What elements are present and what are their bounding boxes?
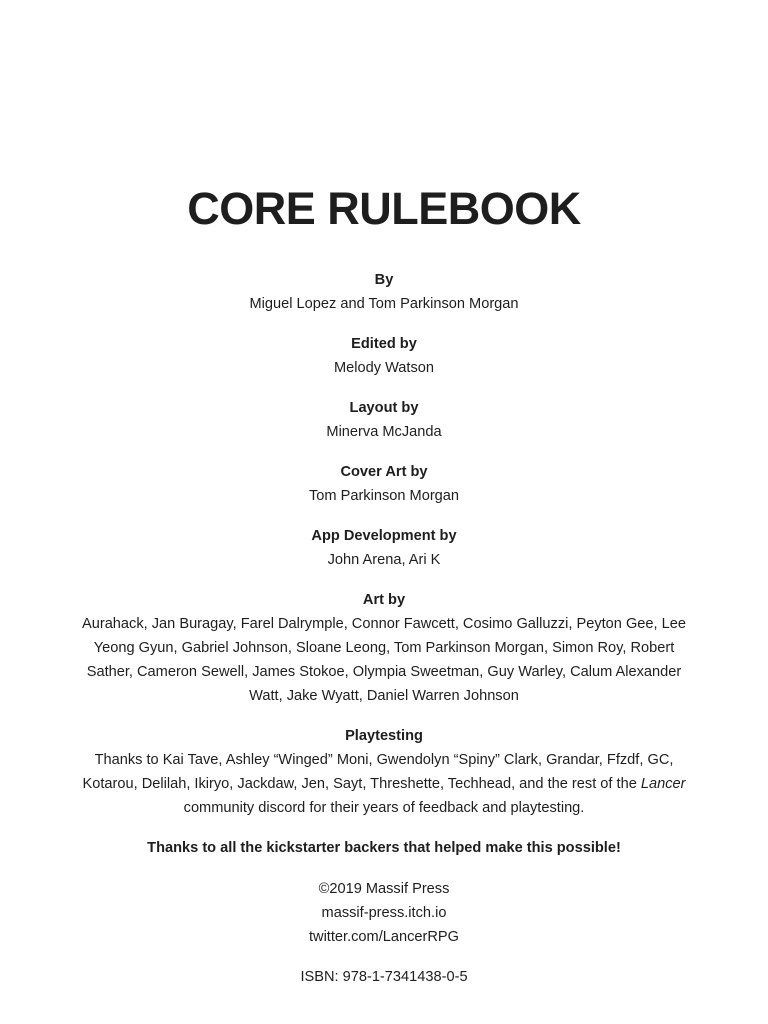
- credits-list: [0, 268, 768, 989]
- playtesting-text-end: community discord for their years of feedback and playtesting.: [183, 800, 585, 816]
- credit-body-edited: Melody Watson: [333, 360, 435, 376]
- credit-body-cover: Tom Parkinson Morgan: [308, 488, 460, 504]
- credit-body-art: Aurahack, Jan Buragay, Farel Dalrymple, Connor Fawcett, Cosimo Galluzzi, Peyton Gee, Lee Yeong Gyun, Gabriel Johnson, Sloane Leong, Tom Parkinson Morgan, Simon Roy, Robert Sather, Cameron Sewell, James Stokoe, Olympia Sweetman, Guy Warley, Calum Alexander Watt, Jake Wyatt, Daniel Warren Johnson: [81, 616, 686, 704]
- credit-body-playtesting: [74, 748, 694, 820]
- copyright-line: ©2019 Massif Press: [318, 881, 450, 897]
- isbn-line: ISBN: 978-1-7341438-0-5: [300, 969, 468, 985]
- credit-section-layout: [0, 396, 768, 444]
- credit-heading-playtesting: Playtesting: [345, 728, 423, 744]
- credit-heading-app: App Development by: [311, 528, 457, 544]
- credit-section-edited: [0, 332, 768, 380]
- credit-section-art: [0, 588, 768, 708]
- credit-heading-layout: Layout by: [349, 400, 419, 416]
- twitter-line: twitter.com/LancerRPG: [308, 929, 460, 945]
- credit-body-by: Miguel Lopez and Tom Parkinson Morgan: [249, 296, 519, 312]
- website-line: massif-press.itch.io: [321, 905, 447, 921]
- credit-heading-cover: Cover Art by: [340, 464, 428, 480]
- backers-thanks: Thanks to all the kickstarter backers that helped make this possible!: [147, 840, 621, 856]
- credit-section-app: [0, 524, 768, 572]
- credit-section-cover: [0, 460, 768, 508]
- credit-body-app: John Arena, Ari K: [327, 552, 441, 568]
- playtesting-text-start: Thanks to Kai Tave, Ashley “Winged” Moni, Gwendolyn “Spiny” Clark, Grandar, Ffzdf, GC, Kotarou, Delilah, Ikiryo, Jackdaw, Jen, Sayt, Threshette, Techhead, and the rest of the: [82, 752, 674, 792]
- credit-heading-by: By: [374, 272, 394, 288]
- credit-section-by: [0, 268, 768, 316]
- credit-heading-edited: Edited by: [351, 336, 417, 352]
- credit-section-playtesting: [0, 724, 768, 820]
- page-title: CORE RULEBOOK: [187, 183, 581, 234]
- credit-heading-art: Art by: [362, 592, 406, 608]
- credit-body-layout: Minerva McJanda: [326, 424, 442, 440]
- lancer-title: Lancer: [640, 776, 686, 792]
- publisher-info: [0, 877, 768, 949]
